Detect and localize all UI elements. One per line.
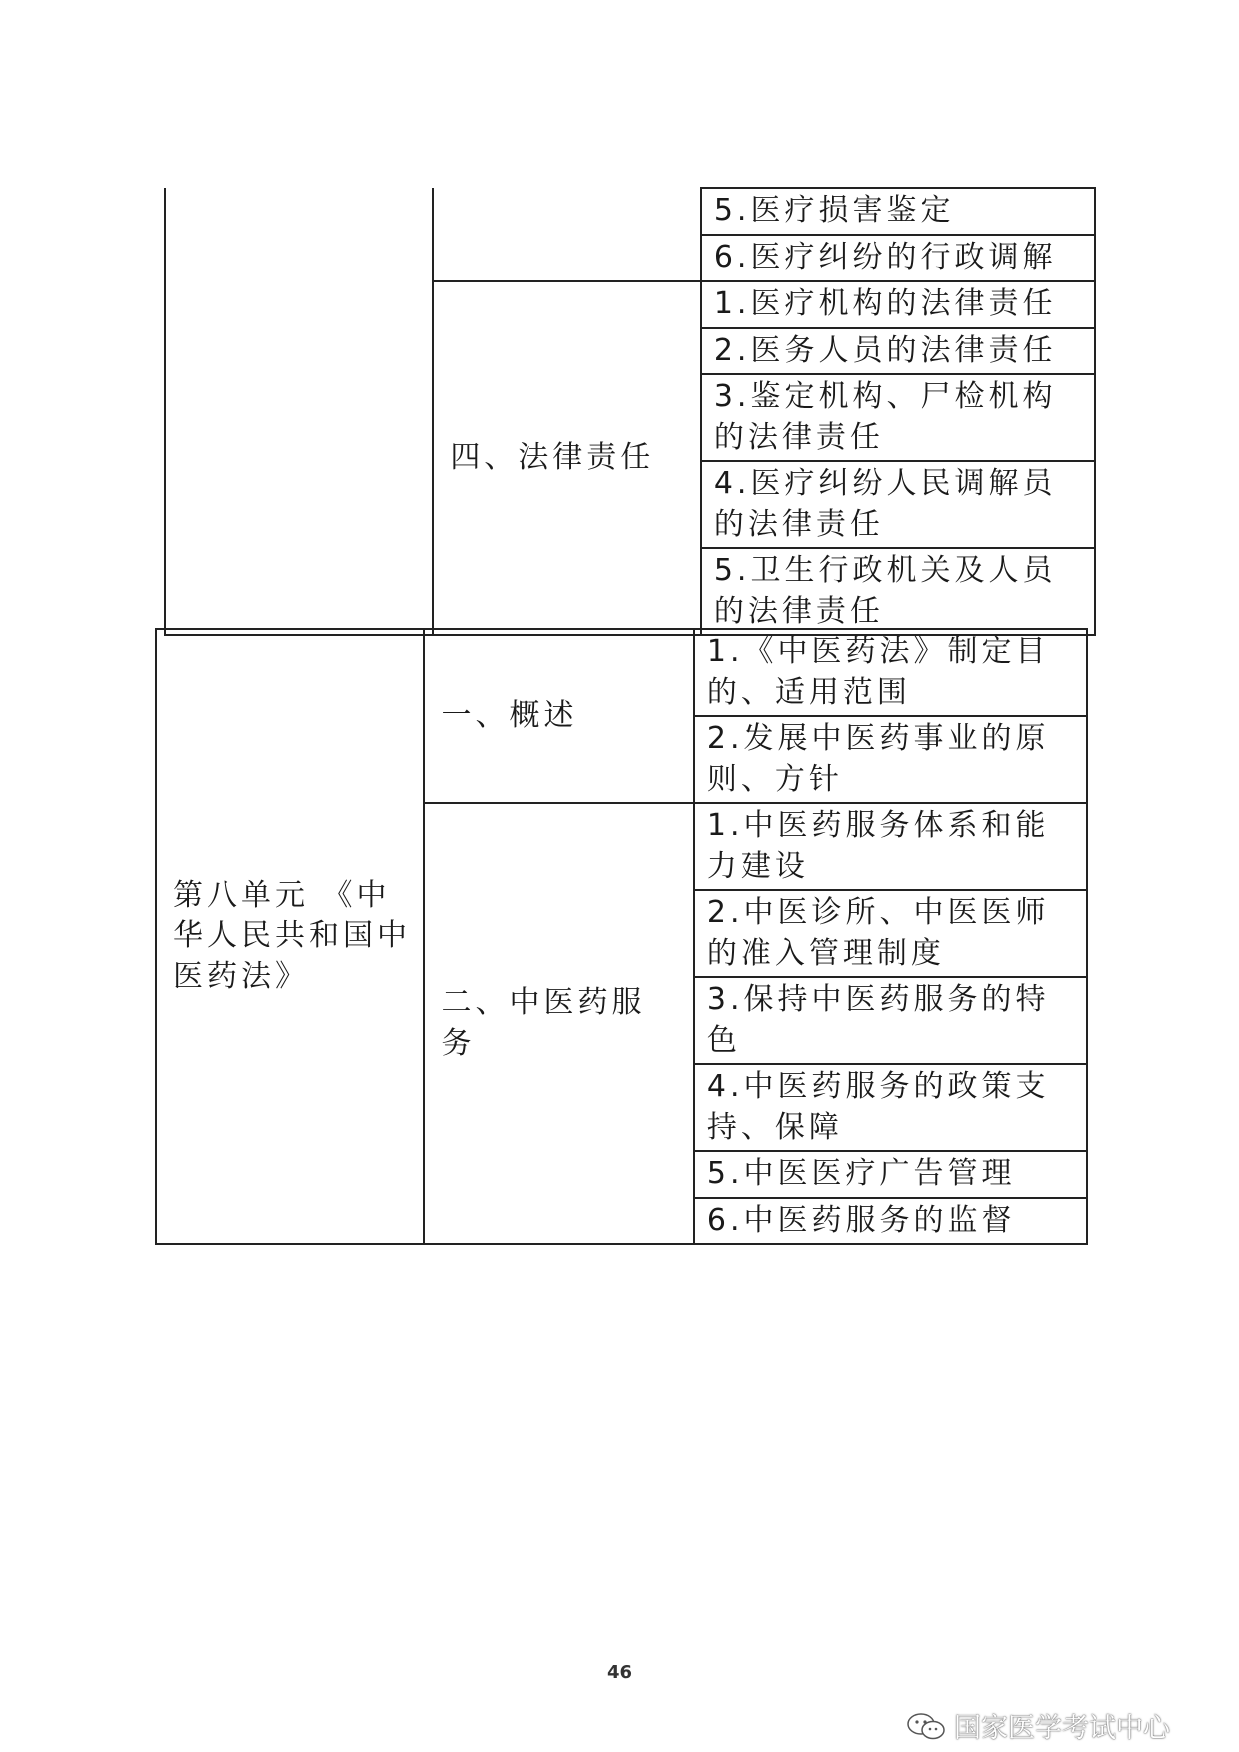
section-title-legal-liability: 四、法律责任 [433,281,701,635]
page-number: 46 [606,1662,633,1683]
table-row [165,188,1095,235]
topic-cell: 6.中医药服务的监督 [694,1198,1087,1245]
section-cell-continued [433,188,701,281]
topic-cell: 6.医疗纠纷的行政调解 [701,235,1095,282]
topic-cell: 2.中医诊所、中医医师的准入管理制度 [694,890,1087,977]
unit-cell-continued [165,188,433,635]
watermark [906,1706,1170,1745]
topic-cell: 5.医疗损害鉴定 [701,188,1095,235]
topic-cell: 5.卫生行政机关及人员的法律责任 [701,548,1095,635]
wechat-icon [906,1711,946,1741]
outline-table-unit-8 [155,628,1088,1245]
section-title-tcm-services: 二、中医药服务 [424,803,693,1244]
topic-cell: 1.医疗机构的法律责任 [701,281,1095,328]
topic-cell: 2.发展中医药事业的原则、方针 [694,716,1087,803]
watermark-text: 国家医学考试中心 [954,1713,1170,1744]
topic-cell: 4.医疗纠纷人民调解员的法律责任 [701,461,1095,548]
topic-cell: 5.中医医疗广告管理 [694,1151,1087,1198]
topic-cell: 3.鉴定机构、尸检机构的法律责任 [701,374,1095,461]
topic-cell: 2.医务人员的法律责任 [701,328,1095,375]
topic-cell: 3.保持中医药服务的特色 [694,977,1087,1064]
section-title-overview: 一、概述 [424,629,693,803]
topic-cell: 1.中医药服务体系和能力建设 [694,803,1087,890]
unit-title-cell: 第八单元 《中华人民共和国中医药法》 [156,629,424,1244]
topic-cell: 1.《中医药法》制定目的、适用范围 [694,629,1087,716]
topic-cell: 4.中医药服务的政策支持、保障 [694,1064,1087,1151]
outline-table-continued [164,187,1096,636]
table-row [156,629,1087,716]
